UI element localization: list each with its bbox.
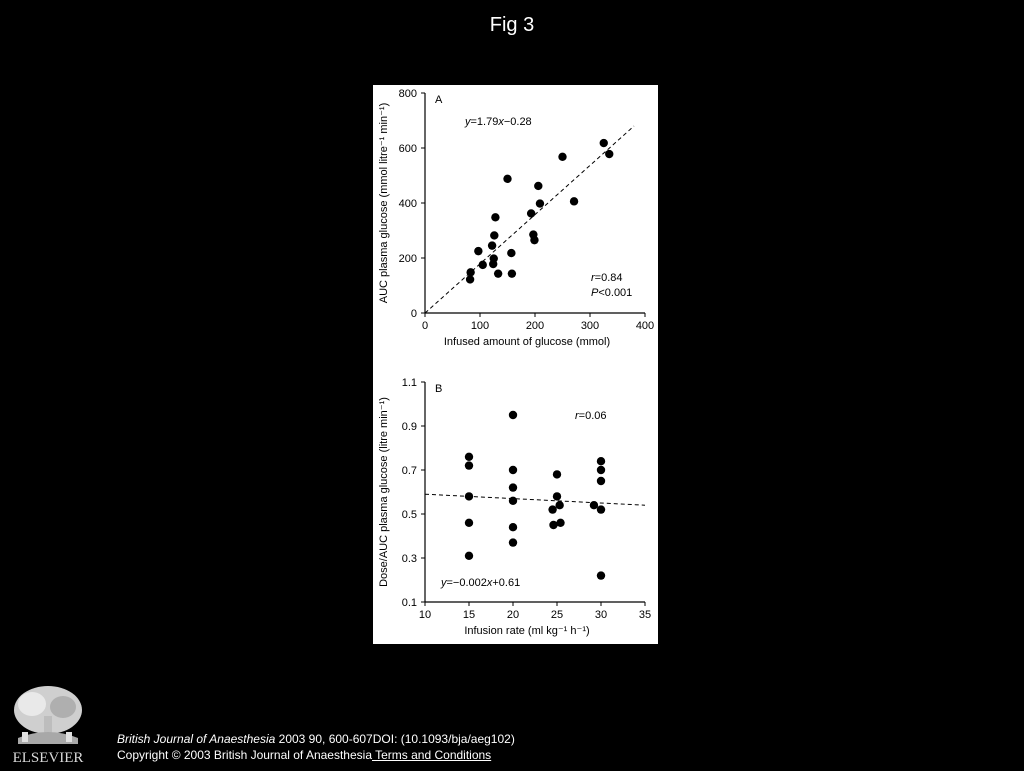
panel-a-data-point xyxy=(466,275,474,283)
panel-a-stat-2 xyxy=(591,287,632,299)
panel-a-equation-part: =1.79 xyxy=(470,116,499,128)
citation-reference: 2003 90, 600-607DOI: (10.1093/bja/aeg102) xyxy=(275,732,515,746)
figure-panel xyxy=(373,85,658,644)
panel-a-stat-2-value: <0.001 xyxy=(598,287,633,299)
panel-b-data-point xyxy=(509,497,517,505)
panel-a-x-tick-label: 0 xyxy=(421,320,429,332)
panel-b-x-tick-label: 25 xyxy=(550,609,564,621)
panel-b-y-tick-label: 0.3 xyxy=(401,553,417,565)
panel-a-y-axis-title: AUC plasma glucose (mmol litre⁻¹ min⁻¹) xyxy=(378,102,390,304)
panel-b-x-axis-title: Infusion rate (ml kg⁻¹ h⁻¹) xyxy=(464,625,590,637)
copyright-text: Copyright © 2003 British Journal of Anaesthesia xyxy=(117,748,372,762)
panel-b-equation-part: x xyxy=(486,577,493,589)
panel-b-data-point xyxy=(553,470,561,478)
panel-b-x-tick-label: 30 xyxy=(594,609,608,621)
panel-a-stat-1-value: =0.84 xyxy=(594,272,623,284)
panel-b-data-point xyxy=(465,552,473,560)
panel-b-data-point xyxy=(548,505,556,513)
panel-b-data-point xyxy=(509,411,517,419)
slide-title: Fig 3 xyxy=(489,14,535,36)
panel-a-data-point xyxy=(479,261,487,269)
panel-a-y-tick-label: 800 xyxy=(398,88,417,100)
citation-line-1 xyxy=(117,731,515,747)
panel-b-data-point xyxy=(465,461,473,469)
panel-b-data-point xyxy=(553,492,561,500)
panel-a-data-point xyxy=(491,213,499,221)
journal-name: British Journal of Anaesthesia xyxy=(117,732,276,746)
panel-b-data-point xyxy=(597,571,605,579)
panel-b-x-tick-label: 35 xyxy=(638,609,652,621)
publisher-logo xyxy=(8,682,88,766)
panel-a-data-point xyxy=(466,268,474,276)
panel-b-data-point xyxy=(509,466,517,474)
panel-b-stat-1 xyxy=(575,410,607,422)
panel-b-y-axis-title: Dose/AUC plasma glucose (litre min⁻¹) xyxy=(378,397,390,587)
panel-a-y-tick-label: 400 xyxy=(398,198,417,210)
elsevier-tree-icon xyxy=(8,682,88,766)
panel-a-stat-1-symbol: r xyxy=(591,272,595,284)
panel-b-x-tick-label: 10 xyxy=(418,609,432,621)
panel-a-x-tick-label: 200 xyxy=(525,320,545,332)
panel-a-data-point xyxy=(530,236,538,244)
panel-b-data-point xyxy=(590,501,598,509)
panel-a-x-axis-title: Infused amount of glucose (mmol) xyxy=(443,336,611,348)
panel-a-y-tick-label: 200 xyxy=(398,253,417,265)
panel-b-data-point xyxy=(509,538,517,546)
citation xyxy=(117,731,515,763)
panel-a-x-tick-label: 400 xyxy=(635,320,655,332)
elsevier-wordmark: ELSEVIER xyxy=(12,750,84,766)
panel-b-x-tick-label: 20 xyxy=(506,609,520,621)
panel-b-equation-part: =−0.002 xyxy=(446,577,487,589)
panel-a-data-point xyxy=(605,150,613,158)
figure-svg xyxy=(373,85,658,644)
panel-b-y-tick-label: 0.9 xyxy=(401,421,417,433)
panel-b-data-point xyxy=(597,457,605,465)
panel-b-label: B xyxy=(435,383,443,395)
panel-a-fit-line xyxy=(425,126,634,313)
panel-a-data-point xyxy=(527,209,535,217)
panel-b-equation-part: +0.61 xyxy=(492,577,521,589)
panel-b-data-point xyxy=(509,483,517,491)
terms-and-conditions-link[interactable]: Terms and Conditions xyxy=(372,748,492,762)
panel-a-equation xyxy=(464,116,532,128)
panel-b-data-point xyxy=(465,453,473,461)
panel-a-data-point xyxy=(600,139,608,147)
panel-a-stat-1 xyxy=(591,272,623,284)
panel-a-data-point xyxy=(570,197,578,205)
panel-a-data-point xyxy=(490,231,498,239)
panel-b-stat-1-value: =0.06 xyxy=(578,410,607,422)
panel-b-x-tick-label: 15 xyxy=(462,609,476,621)
panel-a-x-tick-label: 100 xyxy=(470,320,490,332)
panel-b-data-point xyxy=(555,501,563,509)
panel-a-label: A xyxy=(435,94,443,106)
panel-a-data-point xyxy=(490,254,498,262)
panel-a-data-point xyxy=(474,247,482,255)
panel-b-y-tick-label: 0.7 xyxy=(401,465,417,477)
panel-b-y-tick-label: 0.5 xyxy=(401,509,417,521)
panel-b-equation xyxy=(440,577,520,589)
panel-b-data-point xyxy=(597,466,605,474)
panel-b-data-point xyxy=(509,523,517,531)
panel-a-data-point xyxy=(507,249,515,257)
panel-a-data-point xyxy=(508,269,516,277)
panel-b-data-point xyxy=(597,477,605,485)
panel-a-data-point xyxy=(534,182,542,190)
panel-a-stat-2-symbol: P xyxy=(591,287,599,299)
panel-a-y-tick-label: 0 xyxy=(410,308,417,320)
panel-b-equation-part: y xyxy=(441,577,447,589)
panel-a-equation-part: −0.28 xyxy=(503,116,532,128)
panel-b-data-point xyxy=(465,519,473,527)
panel-a-equation-part: x xyxy=(498,116,504,128)
panel-b-y-tick-label: 0.1 xyxy=(401,597,417,609)
panel-a-data-point xyxy=(488,241,496,249)
panel-b-y-tick-label: 1.1 xyxy=(401,377,417,389)
panel-b-data-point xyxy=(465,492,473,500)
panel-b-stat-1-symbol: r xyxy=(575,410,579,422)
panel-b-data-point xyxy=(556,519,564,527)
panel-b-fit-line xyxy=(425,494,645,505)
panel-a-data-point xyxy=(558,153,566,161)
citation-line-2 xyxy=(117,747,515,763)
panel-a-data-point xyxy=(494,269,502,277)
panel-a-x-tick-label: 300 xyxy=(580,320,600,332)
panel-a-y-tick-label: 600 xyxy=(398,143,417,155)
panel-b-data-point xyxy=(597,505,605,513)
panel-a-data-point xyxy=(536,199,544,207)
panel-a-equation-part: y xyxy=(465,116,471,128)
panel-a-data-point xyxy=(503,175,511,183)
